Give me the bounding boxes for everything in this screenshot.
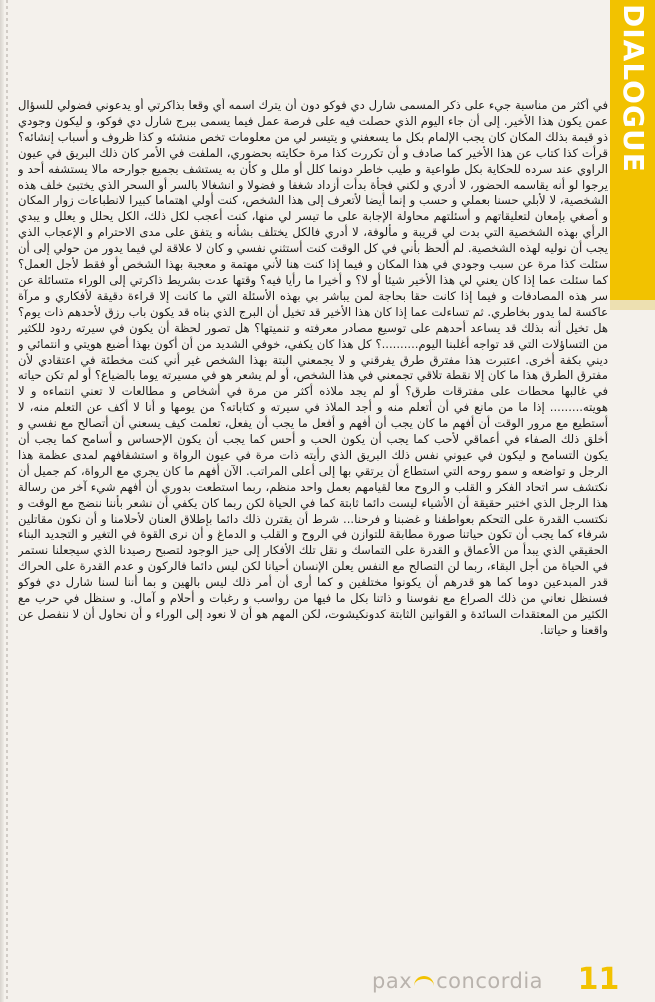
brand-text-concordia: concordia (436, 969, 544, 993)
page-footer (0, 960, 655, 1002)
swoosh-icon (414, 976, 434, 989)
article-body (18, 98, 608, 878)
brand-text-pax: pax (372, 969, 413, 993)
dotted-border (6, 0, 8, 1002)
page-edge (0, 0, 4, 1002)
brand-logo (372, 966, 562, 996)
section-tab (610, 0, 655, 300)
article-text: في أكثر من مناسبة جيء على ذكر المسمى شارل دي فوكو دون أن يترك اسمه أي وقعا بذاكرتي أو يدعوني فضولي للسؤال عمن يكون هذا الأخير. إلى أن جاء اليوم الذي حصلت فيه على فرصة عمل فيما يسمى ببرج شارل دي فوكو، و ليكون وجودي ذو قيمة بذلك المكان كان يجب الإلمام بكل ما يسعفني و يتيسر لي من معلومات تخص منشئه و كذا ظروف و أسباب إنشائه؟ قرأت كذا كتاب عن هذا الأخير كما صادف و أن تكررت كذا مرة حكايته بحضوري، الملفت في الأمر كان ذلك البريق في عيون الراوي عند سرده للحكاية بكل طواعية و طيب خاطر دونما كلل أو ملل و كأن به يستشف بجميع جوارحه مالا يستشفه أحد و يرجوا لو أنه يقاسمه الحضور، لا أدري و لكني فجأة بدأت أزداد شغفا و فضولا و انشغالا بالسر أو السحر الذي يختبئ خلف هذه الشخصية، لا لأبلي حسنا بعملي و حسب و إنما أيضا لأتعرف إلى هذا الشخص، كنت أولي اهتماما كبيرا لانطباعات زوار المكان و أصغي بإمعان لتعليقاتهم و أسئلتهم محاولة الإجابة على ما تيسر لي منها، كنت أعجب لكل ذلك، الكل يحلل و يعلل و يبدي الرأي بهذه الشخصية التي بدت لي قريبة و مألوفة، لا أدري فالكل يختلف بشأنه و يتفق على مدى الاحترام و الإعجاب الذي يجب أن نوليه لهذه الشخصية. لم ألحظ بأني في كل الوقت كنت أستثني نفسي و كان لا علاقة لي فيما يدور من حولي إلى أن سئلت كذا مرة عن سبب وجودي في هذا المكان و فيما إذا كنت هنا لأني مهتمة و معجبة بهذا الشخص أو فقط لأجل العمل؟ كما سئلت عما إذا كان يعني لي هذا الأخير شيئا أو لا؟ و أخيرا ما رأيا فيه؟ وقتها عدت بشريط ذاكرتي إلى الوراء متسائلة عن سر هذه المصادفات و فيما إذا كانت حقا بحاجة لمن يباشر بي بهذه الأسئلة التي ما كانت إلا قراءة دقيقة لأفكاري و مرآة عاكسة لما يدور بخاطري. ثم تساءلت عما إذا كان هذا الأخير قد تخيل أن البرج الذي بناه قد يكون باب رزق لأحدهم ذات يوم؟ هل تخيل أنه بذلك قد يساعد أحدهم على توسيع مصادر معرفته و تنميتها؟ هل تصور لحظة أن يكون في سيرته ردود للكثير من التساؤلات التي قد تواجه أغلبنا اليوم..........؟ كل هذا كان يكفي، خوفي الشديد من أن أكون بهذا أضيع هويتي و انتمائي و ديني بكفة أخرى. اعتبرت هذا مفترق طرق يفرقني و لا يجمعني البتة بهذا الشخص غير أني كنت مخطئة في اعتقادي لأن مفترق الطرق هذا ما كان إلا نقطة تلاقي تجمعني في هذا الشخص، أو لم يشعر هو في مسيرته يوما بالضياع؟ أو لم تكن حياته في غالبها محطات على مفترقات طرق؟ أو لم يجد ملاذه أكثر من مرة في أشخاص و مطالعات لا تعني انتماءه و لا هويته......... إذا ما من مانع في أن أتعلم منه و أجد الملاذ في سيرته و كتاباته؟ من يومها و أنا لا أكف عن التعلم منه، لا أستطيع مع مرور الوقت أن أفهم ما كان يجب أن أفهم و أفعل ما يجب أن يفعل، تعلمت كيف يسعني أن أتصالح مع نفسي و أخلق ذلك الصفاء في أعماقي لأحب كما يجب أن يكون الحب و أحس كما يجب أن يكون الإحساس و أسامح كما يجب أن يكون التسامح و ليكون في عيوني نفس ذلك البريق الذي رأيته ذات مرة في عيون الرواة و استشفافهم لمدى عظمة هذا الرجل و تواضعه و سمو روحه التي استطاع أن يرتقي بها إلى أعلى المراتب. الآن أفهم ما كان يجري مع الرواة، كم جميل أن نكتشف سر اتحاد الفكر و القلب و الروح معا لقيامهم بعمل واحد منظم، ربما استطعت بدوري أن أفهم شيء آخر من رسالة هذا الرجل الذي اختبر حقيقة أن الأشياء ليست دائما ثابتة كما في الحياة لكن ربما كان يكفي أن نشعر بأننا ننضج مع الوقت و نكتسب القدرة على التحكم بعواطفنا و غضبنا و فرحنا... شرط أن يقترن ذلك دائما بإطلاق العنان لأحلامنا و أن نكون مقاتلين شرفاء كما يجب أن تكون حياتنا صورة مطابقة للتوازن في الروح و القلب و الدماغ و أن نرى القوة في التغير و التجديد البناء الحقيقي الذي يبدأ من الأعماق و القدرة على التماسك و نقل تلك الأفكار إلى حيز الوجود لتصبح رصيدنا الذي سيجعلنا نستمر في الحياة من أجل البقاء، ربما لن التصالح مع النفس يعلن الإنسان أحيانا لكن ليس دائما فالركون و عدم القدرة على الحراك قدر المبدعين دوما كما هو قدرهم أن يكونوا مختلفين و كما أرى أن أمر ذلك ليس بالهين و بما أننا لسنا شارل دي فوكو فسنظل نعاني من ذلك الصراع مع نفوسنا و ذاتنا بكل ما فيها من رواسب و رغبات و أحلام و آمال. و سنظل في حرب مع الكثير من المعتقدات السائدة و القوانين الثابتة كدونكيشوت، لكن المهم هو أن لا نعود إلى الوراء و أن نحاول أن لا ننفصل عن واقعنا و حياتنا. (18, 98, 608, 637)
page-number: 11 (577, 962, 620, 997)
section-label: DIALOGUE (617, 4, 650, 173)
